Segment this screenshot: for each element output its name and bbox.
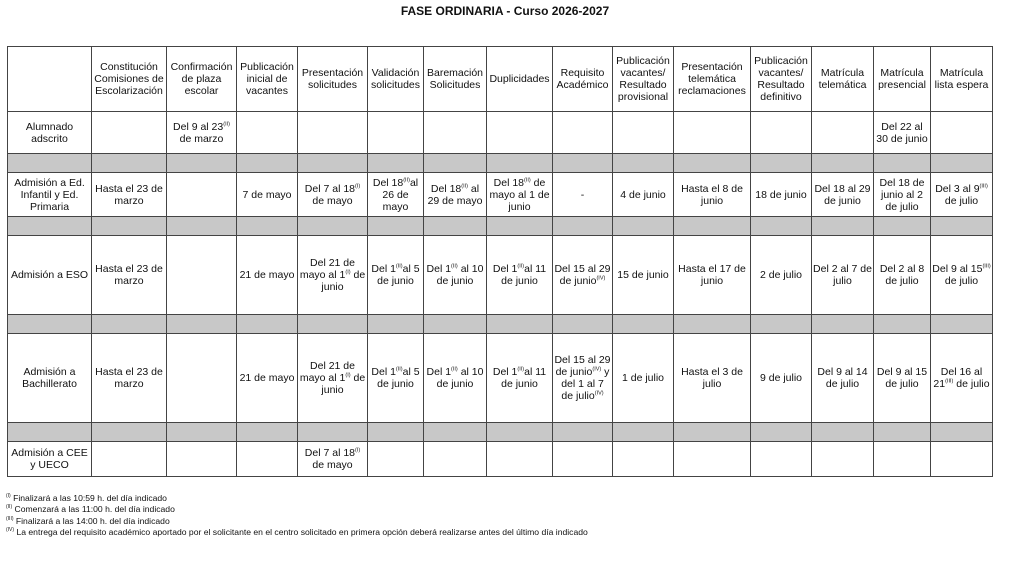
table-cell (553, 442, 613, 477)
header-cell: Publicación inicial de vacantes (237, 47, 298, 112)
schedule-table (7, 46, 993, 477)
separator-row (8, 217, 993, 236)
table-cell (812, 442, 874, 477)
table-cell: Del 15 al 29 de junio$^{(IV)}$ (553, 236, 613, 315)
table-cell: Del $18^{(II)}$ al 29 de mayo (424, 173, 487, 217)
header-cell: Constitución Comisiones de Escolarización (92, 47, 167, 112)
table-cell: Del 2 al 7 de julio (812, 236, 874, 315)
table-cell (751, 442, 812, 477)
table-cell: Del 9 al 15 de julio (874, 334, 931, 423)
table-cell: 9 de julio (751, 334, 812, 423)
table-cell: 1 de julio (613, 334, 674, 423)
header-cell: Duplicidades (487, 47, 553, 112)
header-row (8, 47, 993, 112)
table-cell (751, 112, 812, 154)
footnote: $^{(I)}$ Finalizará a las 10:59 h. del día indicado (6, 493, 167, 503)
row-label: Admisión a CEE y UECO (8, 442, 92, 477)
table-cell: Del 2 al 8 de julio (874, 236, 931, 315)
table-cell: Del 22 al 30 de junio (874, 112, 931, 154)
separator-row (8, 154, 993, 173)
table-cell: Del 16 al $21^{(III)}$ de julio (931, 334, 993, 423)
table-cell (368, 112, 424, 154)
table-cell: 18 de junio (751, 173, 812, 217)
table-cell (812, 112, 874, 154)
table-cell: 4 de junio (613, 173, 674, 217)
table-cell: Del 18 de junio al 2 de julio (874, 173, 931, 217)
footnote: $^{(II)}$ Comenzará a las 11:00 h. del día indicado (6, 504, 175, 515)
table-cell: Del $1^{(II)}al$ 5 de junio (368, 334, 424, 423)
header-cell: Matrícula telemática (812, 47, 874, 112)
header-cell: Presentación solicitudes (298, 47, 368, 112)
row-label: Admisión a ESO (8, 236, 92, 315)
table-cell: 7 de mayo (237, 173, 298, 217)
footnote: $^{(IV)}$ La entrega del requisito académico aportado por el solicitante en el centro solicitado en primera opción deberá realizarse antes del último día indicado (6, 526, 588, 537)
table-cell: Del $1^{(II)}$ al 10 de junio (424, 236, 487, 315)
footnotes (6, 493, 588, 538)
table-row (8, 112, 993, 154)
table-cell: Del 21 de mayo al $1^{(I)}$ de junio (298, 334, 368, 423)
table-cell (298, 112, 368, 154)
table-cell: Hasta el 8 de junio (674, 173, 751, 217)
separator-row (8, 423, 993, 442)
table-cell: Del 9 al $15^{(III)}$ de julio (931, 236, 993, 315)
table-cell: Del 7 al $18^{(I)}$ de mayo (298, 442, 368, 477)
table-cell: Hasta el 23 de marzo (92, 236, 167, 315)
row-label: Alumnado adscrito (8, 112, 92, 154)
table-cell (613, 112, 674, 154)
table-cell (167, 173, 237, 217)
page-title: FASE ORDINARIA - Curso 2026-2027 (400, 4, 610, 18)
table-cell (487, 112, 553, 154)
table-cell: 2 de julio (751, 236, 812, 315)
header-cell: Publicación vacantes/ Resultado provisional (613, 47, 674, 112)
table-cell: Del 3 al $9^{(III)}$ de julio (931, 173, 993, 217)
header-cell: Validación solicitudes (368, 47, 424, 112)
table-cell (92, 112, 167, 154)
table-cell: 21 de mayo (237, 236, 298, 315)
table-cell (237, 442, 298, 477)
table-cell (167, 442, 237, 477)
table-cell: - (553, 173, 613, 217)
table-row (8, 173, 993, 217)
table-cell (424, 112, 487, 154)
table-cell (613, 442, 674, 477)
table-cell: Hasta el 23 de marzo (92, 173, 167, 217)
table-cell: 15 de junio (613, 236, 674, 315)
table-cell: Del 15 al 29 de junio$^{(IV)}$ y del 1 al 7 de julio$^{(IV)}$ (553, 334, 613, 423)
table-cell: Hasta el 17 de junio (674, 236, 751, 315)
table-cell: Del $18^{(II)}$ de mayo al 1 de junio (487, 173, 553, 217)
table-cell (931, 442, 993, 477)
footnote: $^{(III)}$ Finalizará a las 14:00 h. del día indicado (6, 515, 170, 526)
header-cell: Publicación vacantes/ Resultado definitivo (751, 47, 812, 112)
table-cell: Del 9 al $23^{(II)}$ de marzo (167, 112, 237, 154)
table-row (8, 442, 993, 477)
table-cell: Del $1^{(II)}al$ 11 de junio (487, 236, 553, 315)
row-label: Admisión a Ed. Infantil y Ed. Primaria (8, 173, 92, 217)
table-cell (553, 112, 613, 154)
header-cell: Matrícula presencial (874, 47, 931, 112)
header-cell: Requisito Académico (553, 47, 613, 112)
table-cell: Del 18 al 29 de junio (812, 173, 874, 217)
header-cell: Matrícula lista espera (931, 47, 993, 112)
header-cell: Confirmación de plaza escolar (167, 47, 237, 112)
table-cell (237, 112, 298, 154)
header-cell: Baremación Solicitudes (424, 47, 487, 112)
table-cell (874, 442, 931, 477)
table-cell: Del 9 al 14 de julio (812, 334, 874, 423)
table-cell (674, 112, 751, 154)
table-cell (424, 442, 487, 477)
table-cell: Del $1^{(II)}al$ 5 de junio (368, 236, 424, 315)
separator-row (8, 315, 993, 334)
table-cell (487, 442, 553, 477)
header-cell (8, 47, 92, 112)
row-label: Admisión a Bachillerato (8, 334, 92, 423)
table-cell (674, 442, 751, 477)
table-cell: Del 21 de mayo al $1^{(I)}$ de junio (298, 236, 368, 315)
table-cell (931, 112, 993, 154)
table-row (8, 334, 993, 423)
table-cell: Del $1^{(II)}$ al 10 de junio (424, 334, 487, 423)
table-cell: Del $18^{(II)}al$ 26 de mayo (368, 173, 424, 217)
header-cell: Presentación telemática reclamaciones (674, 47, 751, 112)
table-cell (167, 334, 237, 423)
table-row (8, 236, 993, 315)
table-cell (368, 442, 424, 477)
table-cell: Del 7 al $18^{(I)}$ de mayo (298, 173, 368, 217)
table-cell: Hasta el 23 de marzo (92, 334, 167, 423)
table-cell: Hasta el 3 de julio (674, 334, 751, 423)
table-cell (167, 236, 237, 315)
table-cell: 21 de mayo (237, 334, 298, 423)
table-cell (92, 442, 167, 477)
table-cell: Del $1^{(II)}al$ 11 de junio (487, 334, 553, 423)
